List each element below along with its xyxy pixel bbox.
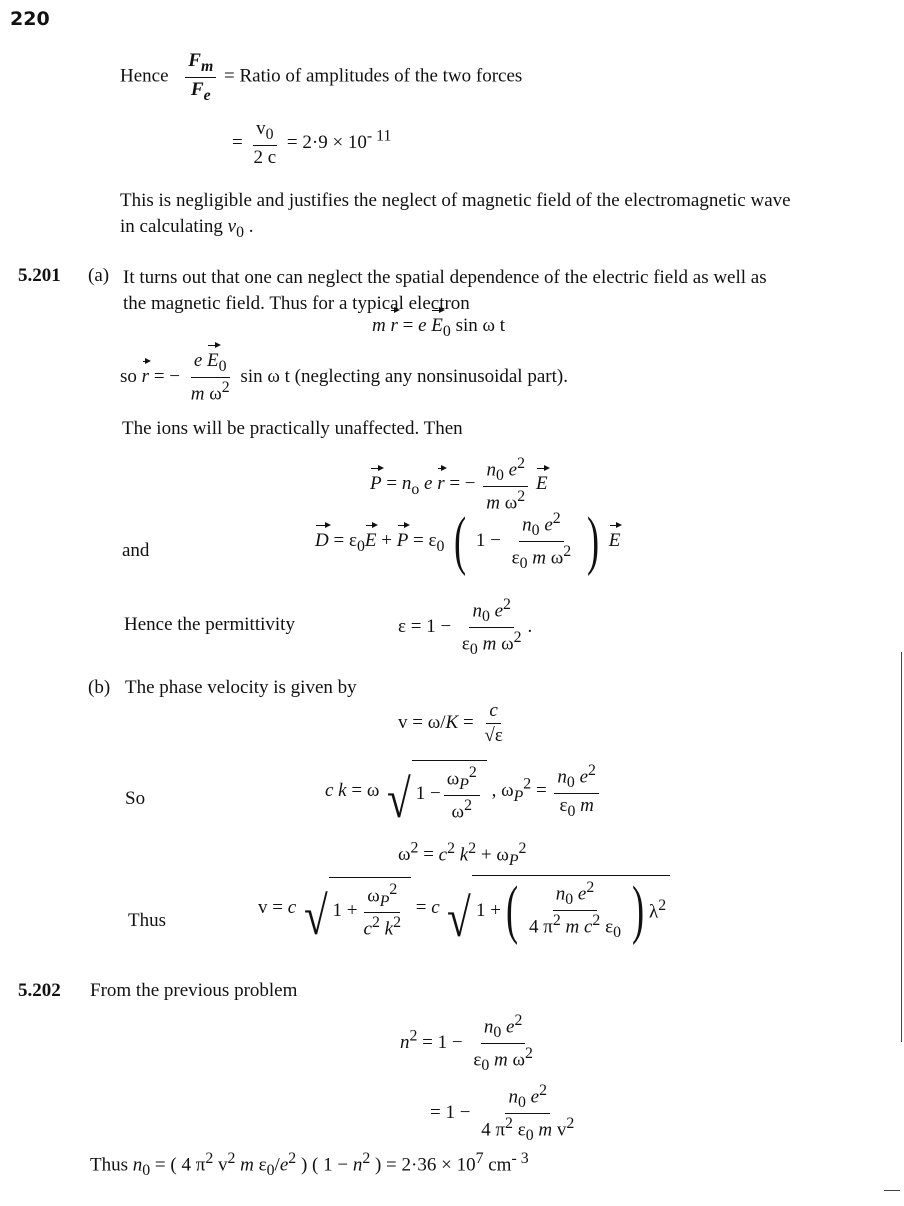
equation-dispersion: c k = ω √ 1 − $\frac{\omega_P^2}{\omega^2}$ , $\omega_P^2$ = $\frac{n_0 e^2}{\varepsilon_0 m}$ (325, 760, 602, 823)
ions-line: The ions will be practically unaffected. Then (122, 418, 463, 439)
phase-velocity-line: The phase velocity is given by (125, 677, 357, 698)
equation-displacement: so r = − $\frac{e E_0}{m \omega^2}$ sin ω t (neglecting any nonsinusoidal part). (120, 350, 568, 405)
equation-phase-velocity: v = ω/K = $\frac{c}{√\varepsilon}$ (398, 700, 503, 746)
equation-electron-density: Thus $n_0$ = ( 4 $\pi^2$ $v^2$ m $\varepsilon_0/e^2$ ) ( $1 - n^2$ ) = $2\cdot 36 \times 10^7$ $cm^{- 3}$ (90, 1150, 529, 1180)
scan-edge-line (901, 652, 902, 1042)
problem-number-5201: 5.201 (18, 265, 61, 286)
equation-polarization: $P = n_o$ e r = − $\frac{n_0 e^2}{m \omega^2}$ E (370, 455, 548, 514)
equation-ratio-value: = $\frac{v_0}{2 c}$ = $2\cdot 9 \times 10^{- 11}$ (232, 118, 392, 168)
equation-motion: m r = e $E_0$ sin ω t (372, 315, 506, 340)
page-number: 220 (10, 8, 50, 30)
ratio-description: Ratio of amplitudes of the two forces (239, 65, 523, 87)
hence-permittivity-label: Hence the permittivity (124, 614, 295, 635)
electron-density-value: 2·36 × 10 (401, 1154, 476, 1176)
thus-label: Thus (128, 910, 166, 931)
problem-5202-text: From the previous problem (90, 980, 298, 1001)
equation-refractive-index-freq: = 1 − $\frac{n_0 e^2}{4 \pi^2 \varepsilon_0 m v^2}$ (430, 1082, 575, 1145)
equation-permittivity: ε = 1 − $\frac{n_0 e^2}{\varepsilon_0 m \omega^2}$ . (398, 596, 533, 659)
equation-displacement-field: $D = \varepsilon_0E + P = \varepsilon_0$ ( 1 − $\frac{n_0 e^2}{\varepsilon_0 m \omega^2}$ ) E (315, 504, 621, 578)
hence-label: Hence (120, 65, 169, 87)
equation-phase-velocity-final: v = c √ 1 + $\frac{\omega_P^2}{c^2 k^2}$ = c √ 1 + ( $\frac{n_0 e^2}{4 \pi^2 m c^2 \varepsilon_0}$ ) $\lambda^2$ (258, 875, 670, 942)
ratio-result: 2·9 × 10 (302, 131, 367, 153)
scan-edge-mark (884, 1190, 900, 1191)
equation-refractive-index: $n^2 = 1$ − $\frac{n_0 e^2}{\varepsilon_0 m \omega^2}$ (400, 1012, 533, 1075)
and-label: and (122, 540, 150, 561)
paragraph-negligible: This is negligible and justifies the neglect of magnetic field of the electromagnetic wave in calculating $v_0$ . (120, 190, 791, 241)
equation-force-ratio: Hence $\frac{F_m}{F_e}$ = Ratio of amplitudes of the two forces (120, 50, 523, 104)
problem-number-5202: 5.202 (18, 980, 61, 1001)
so-label: So (125, 788, 146, 809)
part-a-label: (a) (88, 265, 110, 286)
part-b-label: (b) (88, 677, 111, 698)
problem-5201-text: It turns out that one can neglect the spatial dependence of the electric field as well as the magnetic field. Thus for a typical electron (123, 267, 767, 314)
equation-omega-squared: $\omega^2 = c^2$ $k^2 + \omega_P^2$ (398, 840, 527, 870)
